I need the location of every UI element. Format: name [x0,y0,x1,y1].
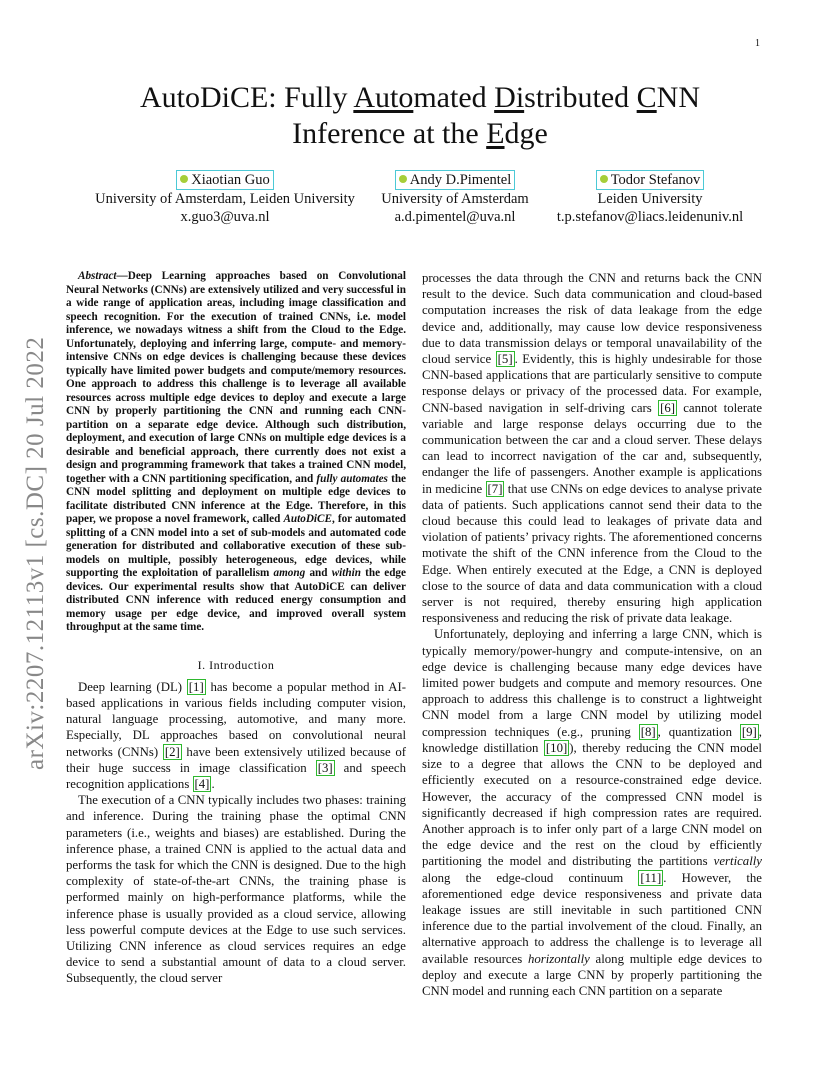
title-line-2: Inference at the Edge [292,117,548,150]
citation-link[interactable]: [2] [164,744,180,759]
author-1 [90,170,360,226]
right-paragraph-1: processes the data through the CNN and returns back the CNN result to the device. Such data communication and cloud-based computation increases the risk of data leakage from the edge device and, additionally, may cause low device responsiveness due to data transmission delays or temporal unavailability of the cloud service [5] . Evidently, this is highly undesirable for those CNN-based applications that are particularly sensitive to compute response delays or privacy of the processed data. For example, CNN-based navigation in self-driving cars [6] cannot tolerate variable and large response delays occurring due to the communication between the car and a cloud server. These delays can lead to incorrect navigation of the car and, subsequently, endanger the life of passengers. Another example is applications in medicine [7] that use CNNs on edge devices to analyse private data of patients. Such applications cannot send their data to the cloud because this could lead to leakages of private data and violation of patients’ privacy rights. The aforementioned concerns motivate the shift of the CNN inference from the Cloud to the Edge. When entirely executed at the Edge, a CNN is deployed close to the source of data and data communication with a cloud server is not required, thereby ensuring high application responsiveness and reducing the risk of private data leakage. [422,271,763,626]
title-line-1: AutoDiCE: Fully Automated Distributed CNN [139,81,701,114]
author-3-email: t.p.stefanov@liacs.leidenuniv.nl [556,209,744,225]
citation-link[interactable]: [5] [497,352,513,367]
citation-link[interactable]: [7] [487,481,503,496]
citation-link[interactable]: [4] [194,776,210,791]
orcid-icon[interactable] [600,175,608,183]
citation-link[interactable]: [3] [317,760,333,775]
citation-link[interactable]: [10] [545,740,568,755]
arxiv-identifier: arXiv:2207.12113v1 [cs.DC] 20 Jul 2022 [22,336,49,770]
author-1-email: x.guo3@uva.nl [180,209,270,225]
citation-link[interactable]: [8] [640,724,656,739]
citation-link[interactable]: [6] [660,400,675,415]
author-2 [370,170,540,226]
right-paragraph-2: Unfortunately, deploying and inferring a large CNN, which is typically memory/power-hungry and compute-intensive, on an edge device is challenging because many edge devices have limited power budgets and compute and memory resources. One approach to address this challenge is to construct a lightweight CNN model from a large CNN model by utilizing model compression techniques (e.g., pruning [8] , quantization [9] , knowledge distillation [10] ), thereby reducing the CNN model size to a degree that allows the CNN to be deployed and efficiently executed on a resource-constrained edge device. However, the accuracy of the compressed CNN model is significantly decreased if high compression rates are required. Another approach is to infer only part of a large CNN model on the edge device and the rest on the cloud by efficiently partitioning the model and distributing the partitions vertically along the edge-cloud continuum [11] . However, the aforementioned edge device responsiveness and private data leakage issues are still inevitable in such partitioned CNN inference due to the partial involvement of the cloud. Finally, an alternative approach to address the challenge is to leverage all available resources horizontally along multiple edge devices to deploy and execute a large CNN by properly partitioning the CNN model and running each CNN partition on a separate [422,627,762,998]
right-column [422,270,762,999]
citation-link[interactable]: [9] [741,724,757,739]
citation-link[interactable]: [11] [640,870,662,885]
author-2-name-link[interactable]: Andy D.Pimentel [395,170,516,190]
author-2-affiliation: University of Amsterdam [381,191,529,207]
section-heading-introduction: I. Introduction [197,657,275,672]
citation-link[interactable]: [1] [188,679,204,694]
author-1-affiliation: University of Amsterdam, Leiden University [95,191,355,207]
author-2-email: a.d.pimentel@uva.nl [394,209,516,225]
orcid-icon[interactable] [399,175,407,183]
author-3-affiliation: Leiden University [597,191,703,207]
page-number: 1 [755,38,760,49]
author-3-name-link[interactable]: Todor Stefanov [596,170,705,190]
author-1-name-link[interactable]: Xiaotian Guo [176,170,274,190]
author-block [80,170,760,230]
left-column [66,270,406,987]
paper-title [70,80,770,152]
intro-paragraph-2: The execution of a CNN typically includes two phases: training and inference. During the training phase the optimal CNN parameters (i.e., weights and biases) are established. During the inference phase, a trained CNN is applied to the actual data and performs the task for which the CNN is designed. Due to the high complexity of state-of-the-art CNNs, the training phase is performed mainly on high-performance platforms, while the inference phase is usually provided as a cloud service, allowing less powerful compute devices at the Edge to use such services. Utilizing CNN inference as cloud services requires an edge device to send a substantial amount of data to a cloud server. Subsequently, the cloud server [66,793,406,986]
intro-paragraph-1: Deep learning (DL) [1] has become a popular method in AI-based applications in various fields including computer vision, natural language processing, automotive, and many more. Especially, DL approaches based on convolutional neural networks (CNNs) [2] have been extensively utilized because of their huge success in image classification [3] and speech recognition applications [4] . [66,679,406,791]
author-3 [545,170,755,226]
abstract: Abstract—Deep Learning approaches based on Convolutional Neural Networks (CNNs) are extensively utilized and very successful in a wide range of application areas, including image classification and speech recognition. For the execution of trained CNNs, i.e. model inference, we nowadays witness a shift from the Cloud to the Edge. Unfortunately, deploying and inferring large, compute- and memory-intensive CNNs on edge devices is challenging because these devices typically have limited power budgets and compute/memory resources. One approach to address this challenge is to leverage all available resources across multiple edge devices to deploy and execute a large CNN by properly partitioning the CNN and running each CNN-partition on a separate edge device. Although such distribution, deployment, and execution of large CNNs on multiple edge devices is a desirable and beneficial approach, there currently does not exist a design and programming framework that takes a trained CNN model, together with a CNN partitioning specification, and fully automates the CNN model splitting and deployment on multiple edge devices to facilitate distributed CNN inference at the Edge. Therefore, in this paper, we propose a novel framework, called AutoDiCE, for automated splitting of a CNN model into a set of sub-models and automated code generation for distributed and collaborative execution of these sub-models on multiple, possibly heterogeneous, edge devices, while supporting the exploitation of parallelism among and within the edge devices. Our experimental results show that AutoDiCE can deliver distributed CNN inference with reduced energy consumption and memory usage per edge device, and improved overall system throughput at the same time. [66,270,407,633]
orcid-icon[interactable] [180,175,188,183]
